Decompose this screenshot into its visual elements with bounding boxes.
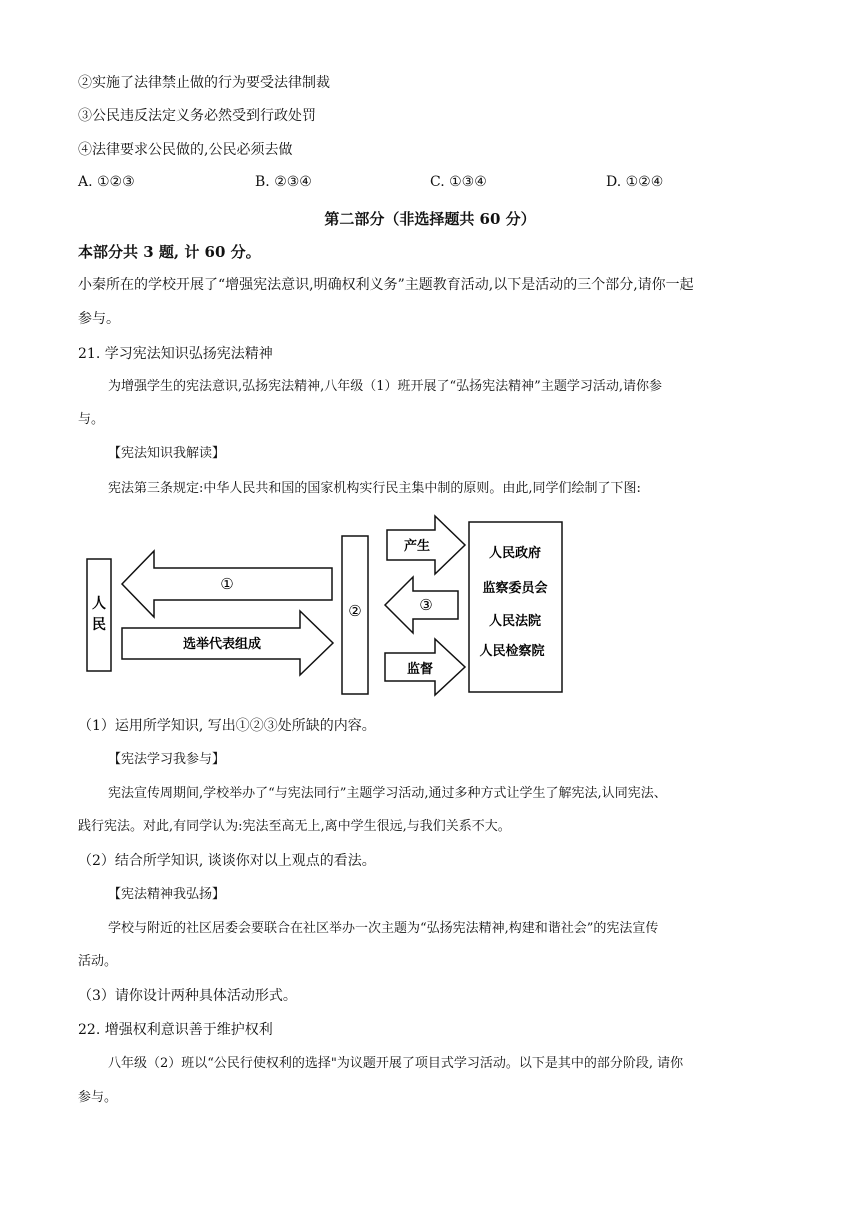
- section-heading-participate: 【宪法学习我参与】: [108, 752, 226, 767]
- organ-supervision-commission: 监察委员会: [482, 581, 548, 596]
- label-circle-1: ①: [220, 575, 234, 593]
- sub-question-1: （1）运用所学知识, 写出①②③处所缺的内容。: [78, 718, 376, 734]
- section-promote-line-2: 活动。: [78, 954, 118, 969]
- label-circle-2: ②: [348, 602, 362, 620]
- people-box: [87, 559, 111, 671]
- question-21-para-line-1: 为增强学生的宪法意识,弘扬宪法精神,八年级（1）班开展了“弘扬宪法精神”主题学习活动,请你参: [108, 379, 662, 394]
- section-knowledge-text: 宪法第三条规定:中华人民共和国的国家机构实行民主集中制的原则。由此,同学们绘制了下图:: [108, 481, 641, 496]
- question-21-para-line-2: 与。: [78, 412, 105, 427]
- answer-options: [0, 174, 860, 194]
- question-22-para-line-2: 参与。: [78, 1090, 118, 1105]
- part-two-intro-line-1: 小秦所在的学校开展了“增强宪法意识,明确权利义务”主题教育活动,以下是活动的三个部分,请你一起: [78, 277, 694, 293]
- option-item-4: ④法律要求公民做的,公民必须去做: [78, 142, 293, 158]
- question-22-para-line-1: 八年级（2）班以“公民行使权利的选择"为议题开展了项目式学习活动。以下是其中的部分阶段, 请你: [108, 1056, 684, 1071]
- label-produce: 产生: [403, 539, 431, 554]
- organ-court: 人民法院: [488, 614, 542, 629]
- sub-question-3: （3）请你设计两种具体活动形式。: [78, 988, 297, 1004]
- section-participate-line-1: 宪法宣传周期间,学校举办了“与宪法同行”主题学习活动,通过多种方式让学生了解宪法,认同宪法、: [108, 786, 667, 801]
- organ-government: 人民政府: [488, 546, 542, 561]
- question-21-title: 21. 学习宪法知识弘扬宪法精神: [78, 346, 273, 362]
- section-promote-line-1: 学校与附近的社区居委会要联合在社区举办一次主题为“弘扬宪法精神,构建和谐社会”的宪法宣传: [108, 921, 659, 936]
- people-char-1: 人: [92, 596, 106, 612]
- label-supervise: 监督: [406, 662, 434, 677]
- people-char-2: 民: [92, 617, 106, 633]
- organ-procuratorate: 人民检察院: [479, 644, 545, 659]
- option-d: D. ①②④: [606, 174, 664, 190]
- option-b: B. ②③④: [255, 174, 312, 190]
- part-two-title: 第二部分（非选择题共 60 分）: [324, 210, 536, 228]
- sub-question-2: （2）结合所学知识, 谈谈你对以上观点的看法。: [78, 853, 376, 869]
- section-heading-knowledge: 【宪法知识我解读】: [108, 446, 226, 461]
- label-circle-3: ③: [419, 596, 433, 614]
- part-two-subtitle: 本部分共 3 题, 计 60 分。: [78, 243, 261, 261]
- label-elect: 选举代表组成: [182, 637, 262, 652]
- option-c: C. ①③④: [430, 174, 487, 190]
- option-item-2: ②实施了法律禁止做的行为要受法律制裁: [78, 75, 330, 91]
- option-a: A. ①②③: [78, 174, 135, 190]
- option-item-3: ③公民违反法定义务必然受到行政处罚: [78, 108, 316, 124]
- question-22-title: 22. 增强权利意识善于维护权利: [78, 1022, 273, 1038]
- section-heading-promote: 【宪法精神我弘扬】: [108, 887, 226, 902]
- state-organs-diagram: [80, 505, 570, 705]
- part-two-intro-line-2: 参与。: [78, 311, 120, 327]
- section-participate-line-2: 践行宪法。对此,有同学认为:宪法至高无上,离中学生很远,与我们关系不大。: [78, 819, 511, 834]
